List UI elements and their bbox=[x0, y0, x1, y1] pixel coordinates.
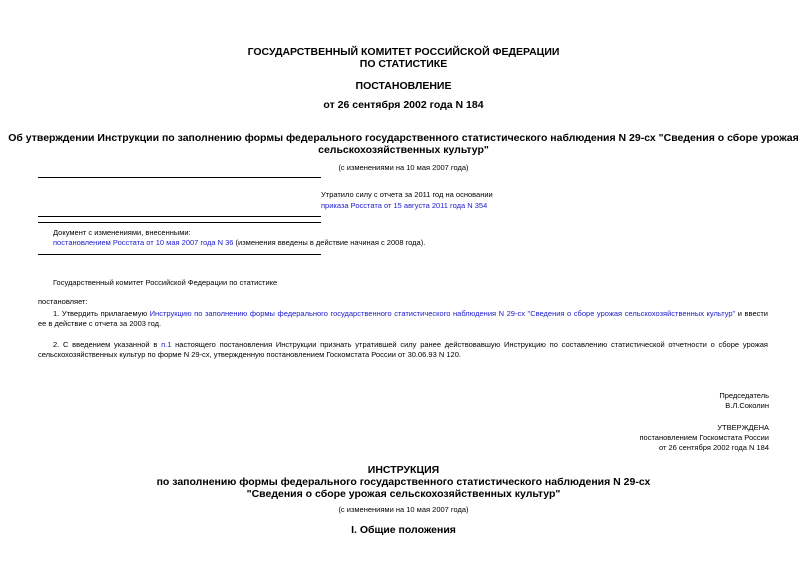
p2-end: настоящего постановления Инструкции признать утратившей силу ранее действовавшую Инструкцию по составлению статистической отчетности о сборе урожая сельскохозяйственных культур по форме N 29-сх, утвержденную постановлением Госкомстата России от 30.06.93 N 120. bbox=[38, 340, 768, 359]
org-name-line1: ГОСУДАРСТВЕННЫЙ КОМИТЕТ РОССИЙСКОЙ ФЕДЕРАЦИИ bbox=[247, 46, 560, 58]
p2-start: 2. С введением указанной в bbox=[53, 340, 162, 349]
p1-start: 1. Утвердить прилагаемую bbox=[53, 309, 150, 318]
section-heading: I. Общие положения bbox=[351, 524, 456, 536]
changes-intro: Документ с изменениями, внесенными: bbox=[53, 228, 191, 237]
instruction-note: (с изменениями на 10 мая 2007 года) bbox=[338, 505, 469, 514]
divider bbox=[38, 222, 321, 223]
doc-title-line2: сельскохозяйственных культур" bbox=[318, 144, 489, 156]
resolves-text: постановляет: bbox=[38, 297, 88, 306]
org-name-line2: ПО СТАТИСТИКЕ bbox=[359, 58, 448, 70]
paragraph-1 bbox=[38, 309, 768, 329]
doc-type: ПОСТАНОВЛЕНИЕ bbox=[355, 80, 452, 92]
doc-title-line1: Об утверждении Инструкции по заполнению формы федерального государственного статистического наблюдения N 29-сх "Сведения о сборе урожая bbox=[8, 132, 799, 144]
doc-date: от 26 сентября 2002 года N 184 bbox=[323, 99, 484, 111]
changes-link[interactable]: постановлением Росстата от 10 мая 2007 года N 36 bbox=[53, 238, 234, 247]
p1-link[interactable]: Инструкцию по заполнению формы федерального государственного статистического наблюдения N 29-сх "Сведения о сборе урожая сельскохозяйственных культур" bbox=[149, 309, 736, 318]
signature-name: В.Л.Соколин bbox=[725, 401, 769, 410]
signature-role: Председатель bbox=[719, 391, 769, 400]
committee-text: Государственный комитет Российской Федерации по статистике bbox=[53, 278, 278, 287]
instruction-line1: по заполнению формы федерального государственного статистического наблюдения N 29-сх bbox=[156, 476, 651, 488]
amend-note: (с изменениями на 10 мая 2007 года) bbox=[338, 163, 469, 172]
instruction-line2: "Сведения о сборе урожая сельскохозяйственных культур" bbox=[246, 488, 561, 500]
changes-line bbox=[53, 238, 773, 248]
expired-text: Утратило силу с отчета за 2011 год на основании bbox=[321, 190, 493, 199]
p1-end: и ввести ее в действие с отчета за 2003 год. bbox=[38, 309, 768, 328]
divider bbox=[38, 254, 321, 255]
p2-link[interactable]: п.1 bbox=[161, 340, 172, 349]
instruction-title: ИНСТРУКЦИЯ bbox=[367, 464, 440, 476]
divider bbox=[38, 177, 321, 178]
expired-link[interactable]: приказа Росстата от 15 августа 2011 года N 354 bbox=[321, 201, 488, 210]
divider bbox=[38, 216, 321, 217]
approved-line1: постановлением Госкомстата России bbox=[639, 433, 769, 442]
paragraph-2 bbox=[38, 340, 768, 360]
approved-label: УТВЕРЖДЕНА bbox=[717, 423, 769, 432]
approved-line2: от 26 сентября 2002 года N 184 bbox=[658, 443, 769, 452]
changes-tail: (изменения введены в действие начиная с 2008 года). bbox=[233, 238, 426, 247]
